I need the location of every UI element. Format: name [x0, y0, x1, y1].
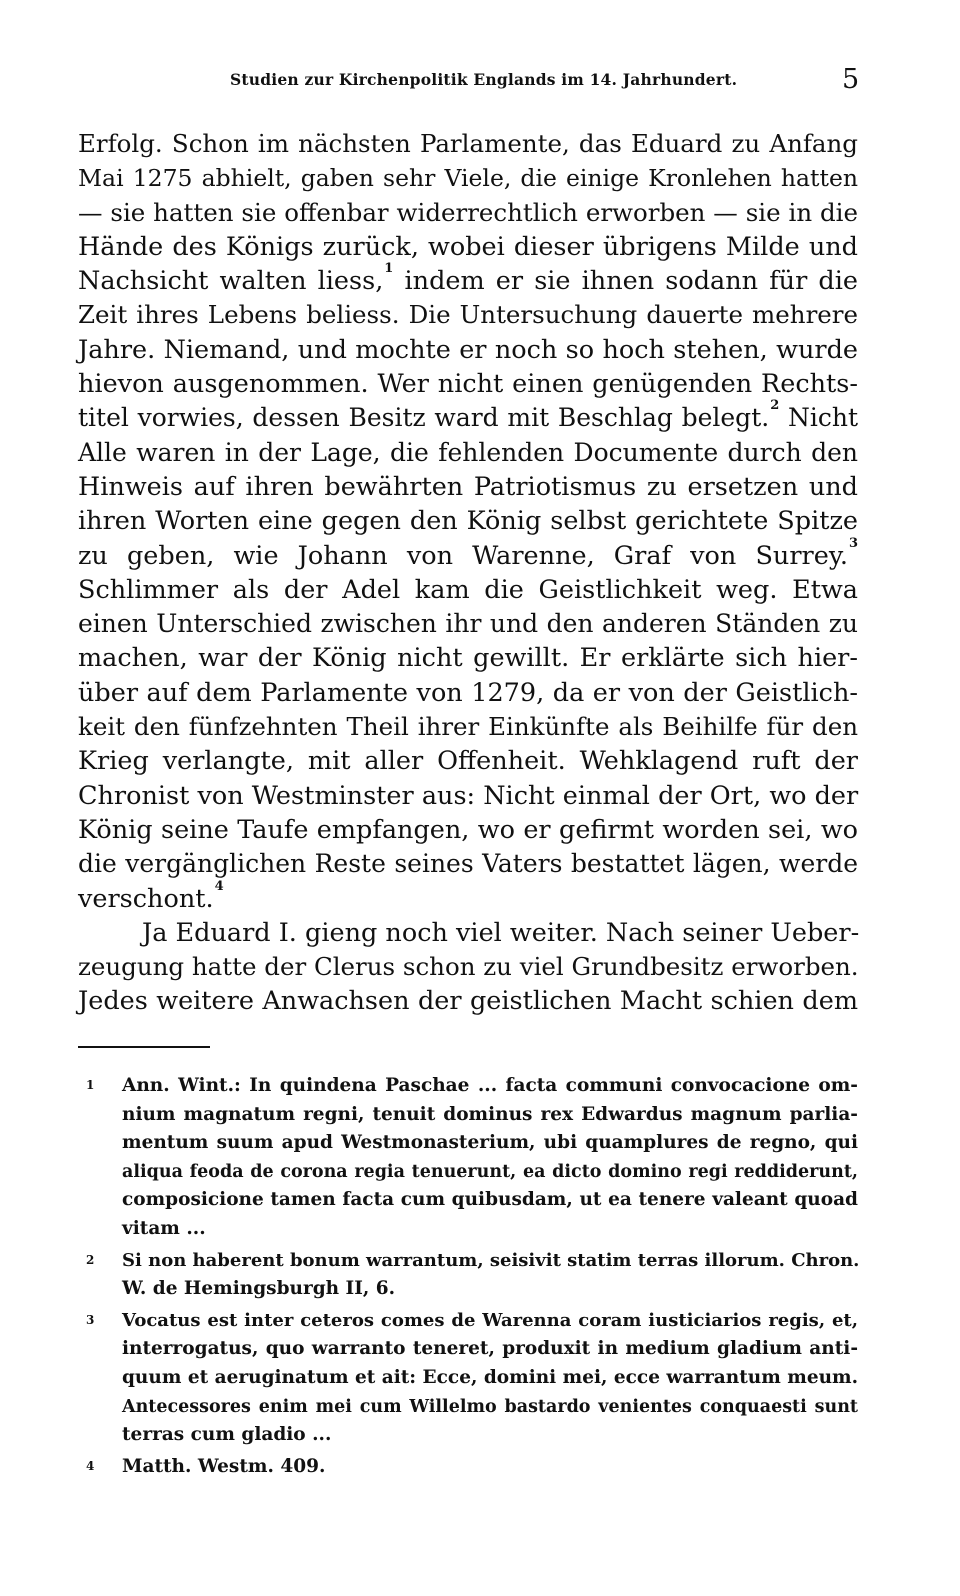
- page-number: 5: [842, 64, 860, 95]
- footnote-line: Matth. Westm. 409.: [122, 1455, 326, 1477]
- body-line: hievon ausgenommen. Wer nicht einen genügenden Rechts-: [78, 369, 858, 400]
- footnote-line: W. de Hemingsburgh II, 6.: [122, 1278, 396, 1300]
- body-line-part: Nachsicht walten liess,: [78, 266, 384, 297]
- footnote-mark: 3: [86, 1312, 95, 1327]
- footnote: [78, 1307, 858, 1450]
- body-line: Krieg verlangte, mit aller Offenheit. Wehklagend ruft der: [78, 746, 858, 777]
- footnote: [78, 1247, 858, 1304]
- body-line: Hände des Königs zurück, wobei dieser übrigens Milde und: [78, 231, 858, 262]
- footnote-line: quum et aeruginatum et ait: Ecce, domini mei, ecce warrantum meum.: [122, 1366, 859, 1388]
- body-line: keit den fünfzehnten Theil ihrer Einkünfte als Beihilfe für den: [78, 712, 858, 742]
- body-line: einen Unterschied zwischen ihr und den anderen Ständen zu: [78, 609, 858, 639]
- body-line: [78, 878, 858, 916]
- body-line: [78, 398, 858, 435]
- footnote: [78, 1453, 858, 1482]
- footnote-line: composicione tamen facta cum quibusdam, ut ea tenere valeant quoad: [122, 1189, 858, 1211]
- footnote-reference: 4: [214, 878, 224, 894]
- body-line: über auf dem Parlamente von 1279, da er von der Geistlich-: [78, 677, 858, 708]
- footnote-reference: 2: [770, 398, 780, 414]
- footnote-line: aliqua feoda de corona regia tenuerunt, ea dicto domino regi reddiderunt,: [122, 1161, 858, 1182]
- footnote-reference: 1: [384, 261, 394, 277]
- body-line: Schlimmer als der Adel kam die Geistlichkeit weg. Etwa: [78, 574, 858, 605]
- footnote: [78, 1072, 858, 1244]
- body-line-part: indem er sie ihnen sodann für die: [404, 266, 858, 297]
- footnote-mark: 1: [86, 1078, 95, 1092]
- body-line: Alle waren in der Lage, die fehlenden Documente durch den: [78, 437, 858, 467]
- body-line: — sie hatten sie offenbar widerrechtlich erworben — sie in die: [78, 197, 858, 227]
- body-line: Ja Eduard I. gieng noch viel weiter. Nach seiner Ueber-: [142, 917, 860, 948]
- body-line-part: verschont.: [78, 883, 214, 914]
- footnote-line: vitam ...: [122, 1217, 206, 1239]
- footnote-mark: 4: [86, 1458, 95, 1473]
- body-line: Chronist von Westminster aus: Nicht einmal der Ort, wo der: [78, 780, 859, 811]
- body-line: Jahre. Niemand, und mochte er noch so hoch stehen, wurde: [78, 334, 858, 365]
- body-text: [78, 127, 858, 1019]
- footnotes: [78, 1072, 858, 1484]
- body-line: Jedes weitere Anwachsen der geistlichen Macht schien dem: [78, 986, 858, 1017]
- footnote-divider: [78, 1046, 210, 1048]
- footnote-line: Antecessores enim mei cum Willelmo bastardo venientes conquaesti sunt: [122, 1396, 858, 1417]
- footnote-line: terras cum gladio ...: [122, 1424, 332, 1446]
- body-line-part: titel vorwies, dessen Besitz ward mit Beschlag belegt.: [78, 403, 770, 433]
- body-line: machen, war der König nicht gewillt. Er erklärte sich hier-: [78, 643, 858, 674]
- body-line: Zeit ihres Lebens beliess. Die Untersuchung dauerte mehrere: [78, 300, 858, 330]
- body-line-part: zu geben, wie Johann von Warenne, Graf von Surrey.: [78, 540, 848, 571]
- footnote-line: Ann. Wint.: In quindena Paschae ... facta communi convocacione om-: [122, 1075, 858, 1096]
- body-line: Erfolg. Schon im nächsten Parlamente, das Eduard zu Anfang: [78, 129, 858, 158]
- body-line: die vergänglichen Reste seines Vaters bestattet lägen, werde: [78, 849, 858, 879]
- body-line-part: Nicht: [787, 403, 858, 433]
- footnote-line: interrogatus, quo warranto teneret, produxit in medium gladium anti-: [122, 1338, 858, 1360]
- footnote-line: mentum suum apud Westmonasterium, ubi quamplures de regno, qui: [122, 1132, 858, 1154]
- running-head: [0, 66, 960, 96]
- body-line: Hinweis auf ihren bewährten Patriotismus zu ersetzen und: [78, 471, 858, 502]
- footnote-mark: 2: [86, 1252, 95, 1267]
- body-line: [78, 535, 858, 573]
- body-line: zeugung hatte der Clerus schon zu viel Grundbesitz erworben.: [78, 952, 859, 982]
- body-line: [78, 261, 858, 298]
- footnote-line: nium magnatum regni, tenuit dominus rex Edwardus magnum parlia-: [122, 1103, 858, 1125]
- footnote-line: Si non haberent bonum warrantum, seisivit statim terras illorum. Chron.: [122, 1249, 860, 1271]
- running-title: Studien zur Kirchenpolitik Englands im 14. Jahrhundert.: [230, 70, 738, 89]
- body-line: Mai 1275 abhielt, gaben sehr Viele, die einige Kronlehen hatten: [78, 164, 858, 193]
- footnote-reference: 3: [848, 535, 858, 551]
- body-line: König seine Taufe empfangen, wo er gefirmt worden sei, wo: [78, 814, 858, 845]
- body-line: ihren Worten eine gegen den König selbst gerichtete Spitze: [78, 506, 858, 537]
- footnote-line: Vocatus est inter ceteros comes de Warenna coram iusticiarios regis, et,: [122, 1309, 858, 1331]
